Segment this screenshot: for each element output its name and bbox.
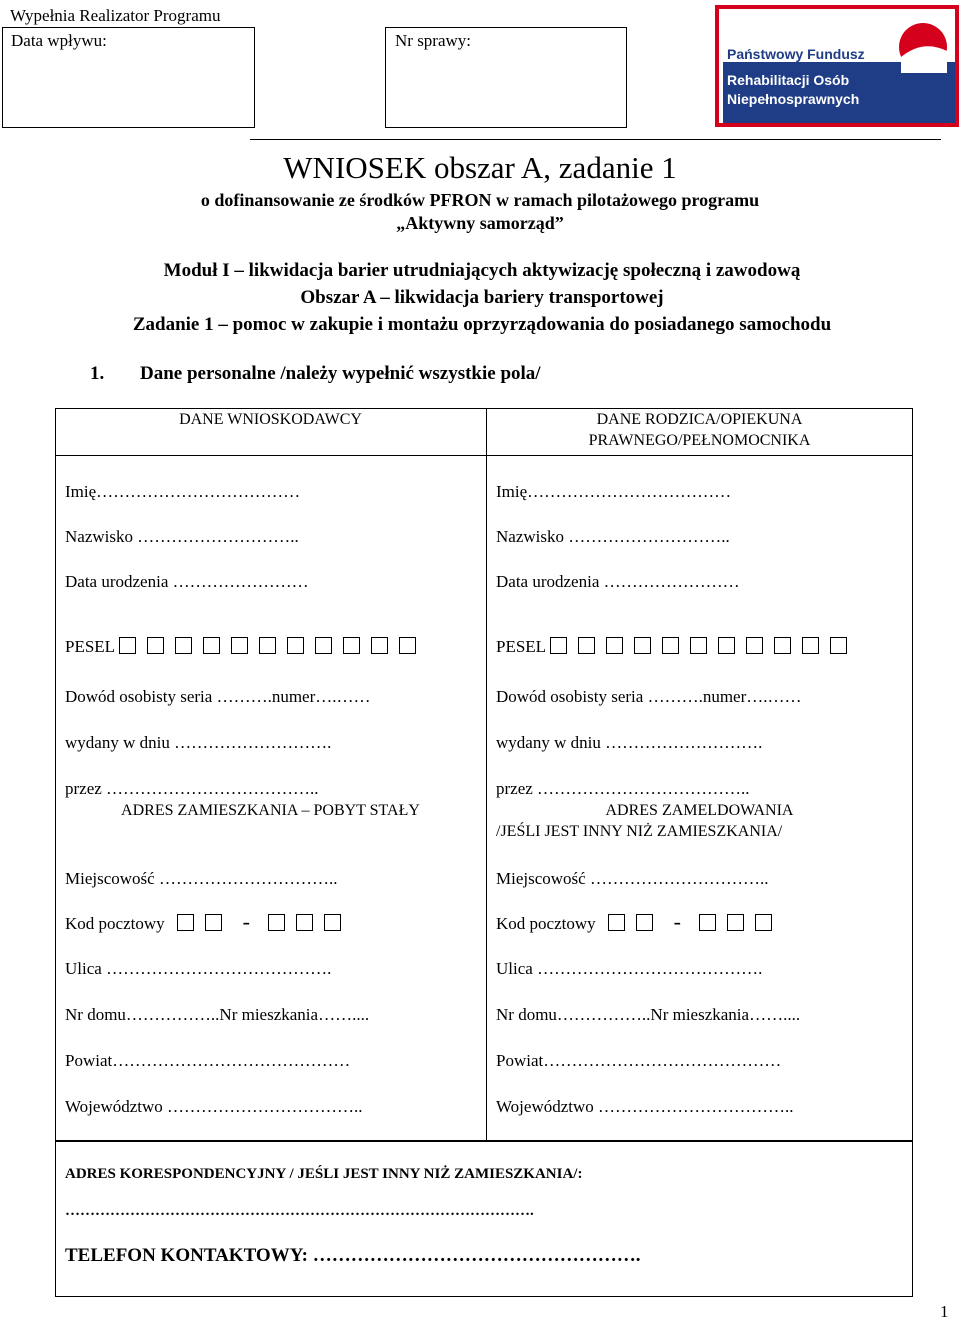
applicant-city-field[interactable]: Miejscowość ………………………….. <box>65 869 338 888</box>
postal-digit-box[interactable] <box>699 914 716 931</box>
postal-digit-box[interactable] <box>608 914 625 931</box>
postal-digit-box[interactable] <box>296 914 313 931</box>
area-line: Obszar A – likwidacja bariery transportowej <box>300 287 664 308</box>
logo-line1: Państwowy Fundusz <box>727 46 865 62</box>
pesel-digit-box[interactable] <box>802 637 819 654</box>
pesel-digit-box[interactable] <box>371 637 388 654</box>
pesel-digit-box[interactable] <box>578 637 595 654</box>
applicant-issued-by-field[interactable]: przez ……………………………….. <box>65 779 319 798</box>
pesel-digit-box[interactable] <box>343 637 360 654</box>
pesel-digit-box[interactable] <box>718 637 735 654</box>
correspondence-address-field[interactable]: …………………………………………………………………………………. <box>65 1203 534 1219</box>
pesel-digit-box[interactable] <box>606 637 623 654</box>
postal-digit-box[interactable] <box>205 914 222 931</box>
guardian-house-number-field[interactable]: Nr domu……………..Nr mieszkania…….... <box>496 1005 801 1024</box>
guardian-last-name-field[interactable]: Nazwisko ……………………….. <box>496 527 730 546</box>
postal-digit-box[interactable] <box>268 914 285 931</box>
fill-note: Wypełnia Realizator Programu <box>10 6 221 25</box>
applicant-house-number-field[interactable]: Nr domu……………..Nr mieszkania…….... <box>65 1005 370 1024</box>
document-subtitle: o dofinansowanie ze środków PFRON w ramach pilotażowego programu <box>200 190 760 210</box>
pesel-digit-box[interactable] <box>746 637 763 654</box>
guardian-birth-date-field[interactable]: Data urodzenia …………………… <box>496 572 740 591</box>
pesel-digit-box[interactable] <box>830 637 847 654</box>
pesel-digit-box[interactable] <box>231 637 248 654</box>
module-line: Moduł I – likwidacja barier utrudniających aktywizację społeczną i zawodową <box>163 260 801 281</box>
guardian-city-field[interactable]: Miejscowość ………………………….. <box>496 869 769 888</box>
pesel-digit-box[interactable] <box>287 637 304 654</box>
pesel-digit-box[interactable] <box>634 637 651 654</box>
guardian-street-field[interactable]: Ulica …………………………………. <box>496 959 763 978</box>
task-line: Zadanie 1 – pomoc w zakupie i montażu oprzyrządowania do posiadanego samochodu <box>132 314 832 335</box>
correspondence-address-label: ADRES KORESPONDENCYJNY / JEŚLI JEST INNY NIŻ ZAMIESZKANIA/: <box>65 1166 583 1182</box>
guardian-id-card-field[interactable]: Dowód osobisty seria ……….numer….…… <box>496 687 802 706</box>
applicant-id-card-field[interactable]: Dowód osobisty seria ……….numer….…… <box>65 687 371 706</box>
guardian-pesel-field[interactable] <box>496 637 858 657</box>
postal-digit-box[interactable] <box>727 914 744 931</box>
postal-digit-box[interactable] <box>636 914 653 931</box>
table-header-divider <box>55 455 913 456</box>
pesel-digit-box[interactable] <box>315 637 332 654</box>
postal-digit-box[interactable] <box>755 914 772 931</box>
pesel-digit-box[interactable] <box>662 637 679 654</box>
section-title: Dane personalne /należy wypełnić wszystkie pola/ <box>140 363 541 384</box>
guardian-county-field[interactable]: Powiat…………………………………… <box>496 1051 782 1070</box>
date-received-label: Data wpływu: <box>11 31 107 50</box>
applicant-street-field[interactable]: Ulica …………………………………. <box>65 959 332 978</box>
program-name: „Aktywny samorząd” <box>396 213 564 233</box>
pesel-digit-box[interactable] <box>147 637 164 654</box>
postal-digit-box[interactable] <box>177 914 194 931</box>
applicant-header: DANE WNIOSKODAWCY <box>179 411 362 428</box>
logo-circle-icon <box>895 17 951 73</box>
pesel-digit-box[interactable] <box>259 637 276 654</box>
document-title: WNIOSEK obszar A, zadanie 1 <box>283 150 677 185</box>
pesel-digit-box[interactable] <box>399 637 416 654</box>
applicant-birth-date-field[interactable]: Data urodzenia …………………… <box>65 572 309 591</box>
postal-digit-box[interactable] <box>324 914 341 931</box>
case-number-label: Nr sprawy: <box>395 31 472 50</box>
applicant-last-name-field[interactable]: Nazwisko ……………………….. <box>65 527 299 546</box>
table-column-divider <box>486 408 487 1141</box>
pesel-digit-box[interactable] <box>119 637 136 654</box>
guardian-header-2: PRAWNEGO/PEŁNOMOCNIKA <box>588 432 811 449</box>
postal-dash: - <box>242 909 250 934</box>
registration-address-header-1: ADRES ZAMELDOWANIA <box>605 802 794 819</box>
pesel-digit-box[interactable] <box>690 637 707 654</box>
applicant-voivodeship-field[interactable]: Województwo …………………………….. <box>65 1097 363 1116</box>
pesel-digit-box[interactable] <box>774 637 791 654</box>
personal-data-table <box>55 408 913 1141</box>
guardian-postal-code-field[interactable] <box>496 909 783 935</box>
pesel-label: PESEL <box>496 637 547 656</box>
pesel-digit-box[interactable] <box>203 637 220 654</box>
pesel-digit-box[interactable] <box>550 637 567 654</box>
pesel-label: PESEL <box>65 637 116 656</box>
residence-address-header: ADRES ZAMIESZKANIA – POBYT STAŁY <box>121 802 420 819</box>
applicant-issue-date-field[interactable]: wydany w dniu ………………………. <box>65 733 332 752</box>
header-divider <box>250 139 941 140</box>
guardian-issued-by-field[interactable]: przez ……………………………….. <box>496 779 750 798</box>
guardian-issue-date-field[interactable]: wydany w dniu ………………………. <box>496 733 763 752</box>
case-number-field[interactable] <box>385 27 627 128</box>
postal-dash: - <box>673 909 681 934</box>
postal-code-label: Kod pocztowy <box>496 914 596 933</box>
registration-address-header-2: /JEŚLI JEST INNY NIŻ ZAMIESZKANIA/ <box>496 823 783 840</box>
logo-line2: Rehabilitacji Osób <box>727 72 850 88</box>
date-received-field[interactable] <box>2 27 255 128</box>
applicant-postal-code-field[interactable] <box>65 909 352 935</box>
guardian-voivodeship-field[interactable]: Województwo …………………………….. <box>496 1097 794 1116</box>
guardian-header-1: DANE RODZICA/OPIEKUNA <box>596 411 803 428</box>
page-number: 1 <box>940 1302 949 1321</box>
applicant-first-name-field[interactable]: Imię……………………………… <box>65 482 301 501</box>
pesel-digit-box[interactable] <box>175 637 192 654</box>
applicant-pesel-field[interactable] <box>65 637 427 657</box>
phone-field[interactable]: TELEFON KONTAKTOWY: ……………………………………………. <box>65 1245 641 1266</box>
guardian-first-name-field[interactable]: Imię……………………………… <box>496 482 732 501</box>
pfron-logo <box>715 5 959 127</box>
applicant-county-field[interactable]: Powiat…………………………………… <box>65 1051 351 1070</box>
logo-line3: Niepełnosprawnych <box>727 91 860 107</box>
section-number: 1. <box>90 363 105 384</box>
postal-code-label: Kod pocztowy <box>65 914 165 933</box>
